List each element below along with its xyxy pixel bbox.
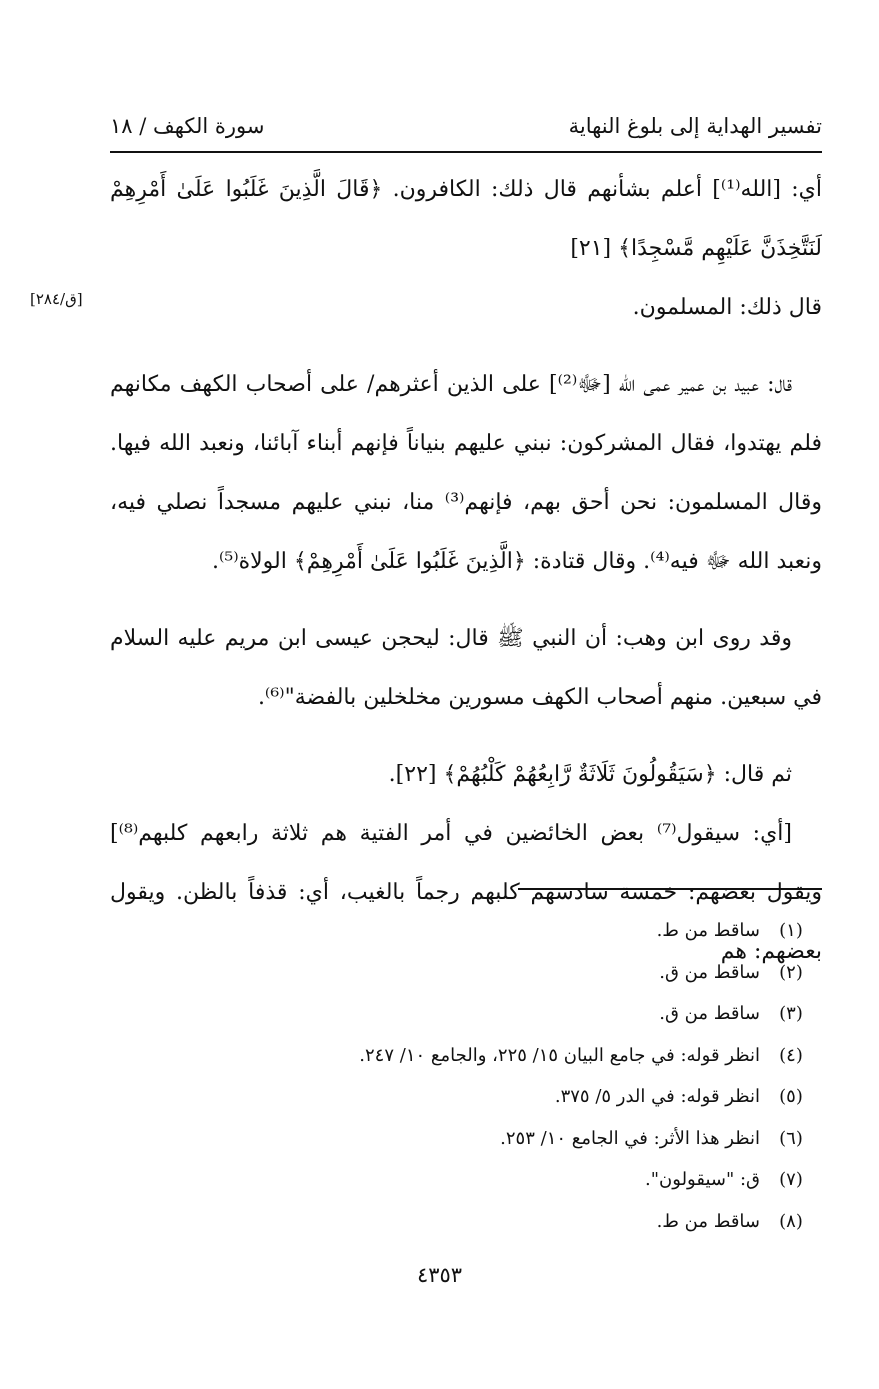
footnote xyxy=(222,1076,822,1118)
footnote-text: ساقط من ق. xyxy=(659,1003,760,1025)
header-rule xyxy=(110,151,822,153)
footnote-separator xyxy=(518,888,822,890)
footnote-number: (٧) xyxy=(779,1169,803,1191)
footnote xyxy=(222,910,822,952)
paragraph-5: [أي: سيقول⁽⁷⁾ بعض الخائضين في أمر الفتية هم ثلاثة رابعهم كلبهم⁽⁸⁾] ويقول بعضهم: خمسة سادسهم كلبهم رجماً بالغيب، أي: قذفاً بالظن. ويقول بعضهم: هم xyxy=(110,821,822,964)
paragraph-2: قال: عبيد بن عمير عمى الله [ﷻ⁽²⁾] على الذين أعثرهم/ على أصحاب الكهف مكانهم فلم يهتدوا، فقال المشركون: نبني عليهم بنياناً فإنهم أبناء آبائنا، ونعبد الله فيها. وقال المسلمون: نحن أحق بهم، فإنهم⁽³⁾ منا، نبني عليهم مسجداً نصلي فيه، ونعبد الله ﷻ فيه⁽⁴⁾. وقال قتادة: ﴿الَّذِينَ غَلَبُوا عَلَىٰ أَمْرِهِمْ﴾ الولاة⁽⁵⁾. xyxy=(110,372,822,574)
footnote xyxy=(222,993,822,1035)
footnote-number: (٢) xyxy=(779,961,803,983)
footnote-number: (٣) xyxy=(779,1003,803,1025)
main-text xyxy=(110,160,822,981)
footnote xyxy=(222,1035,822,1077)
paragraph-4: ثم قال: ﴿سَيَقُولُونَ ثَلَاثَةٌ رَّابِعُهُمْ كَلْبُهُمْ﴾ [٢٢]. xyxy=(388,762,792,787)
footnote-number: (١) xyxy=(779,920,803,942)
footnote-text: ق: "سيقولون". xyxy=(645,1169,760,1191)
footnote xyxy=(222,1201,822,1243)
paragraph-3: وقد روى ابن وهب: أن النبي ﷺ قال: ليحجن عيسى ابن مريم عليه السلام في سبعين. منهم أصحاب الكهف مسورين مخلخلين بالفضة"⁽⁶⁾. xyxy=(110,626,822,710)
text-line-2: قال ذلك: المسلمون. xyxy=(632,295,822,320)
page-number: ٤٣٥٣ xyxy=(416,1263,463,1287)
footnote-number: (٦) xyxy=(779,1127,803,1149)
footnotes-list xyxy=(222,910,822,1242)
manuscript-margin-note: [ق/٢٨٤] xyxy=(30,290,83,308)
running-header xyxy=(110,108,822,144)
paragraph-gap xyxy=(110,591,822,609)
paragraph-gap xyxy=(110,727,822,745)
footnote-text: ساقط من ق. xyxy=(659,961,760,983)
footnote-number: (٤) xyxy=(779,1044,803,1066)
footnote-text: انظر قوله: في الدر ٥/ ٣٧٥. xyxy=(554,1086,760,1108)
footnote-number: (٨) xyxy=(779,1210,803,1232)
surah-label: سورة الكهف / ١٨ xyxy=(110,114,265,138)
footnote-text: ساقط من ط. xyxy=(656,1210,760,1232)
footnote-text: انظر هذا الأثر: في الجامع ١٠/ ٢٥٣. xyxy=(500,1127,760,1149)
footnote xyxy=(222,1159,822,1201)
book-title: تفسير الهداية إلى بلوغ النهاية xyxy=(568,114,822,138)
text-line-1: أي: [الله⁽¹⁾] أعلم بشأنهم قال ذلك: الكافرون. ﴿قَالَ الَّذِينَ غَلَبُوا عَلَىٰ أَمْرِهِمْ لَنَتَّخِذَنَّ عَلَيْهِم مَّسْجِدًا﴾ [٢١] xyxy=(110,177,822,261)
footnote-text: ساقط من ط. xyxy=(656,920,760,942)
footnote xyxy=(222,1118,822,1160)
footnote-text: انظر قوله: في جامع البيان ١٥/ ٢٢٥، والجامع ١٠/ ٢٤٧. xyxy=(359,1044,760,1066)
footnote-number: (٥) xyxy=(779,1086,803,1108)
paragraph-gap xyxy=(110,337,822,355)
footnote xyxy=(222,952,822,994)
